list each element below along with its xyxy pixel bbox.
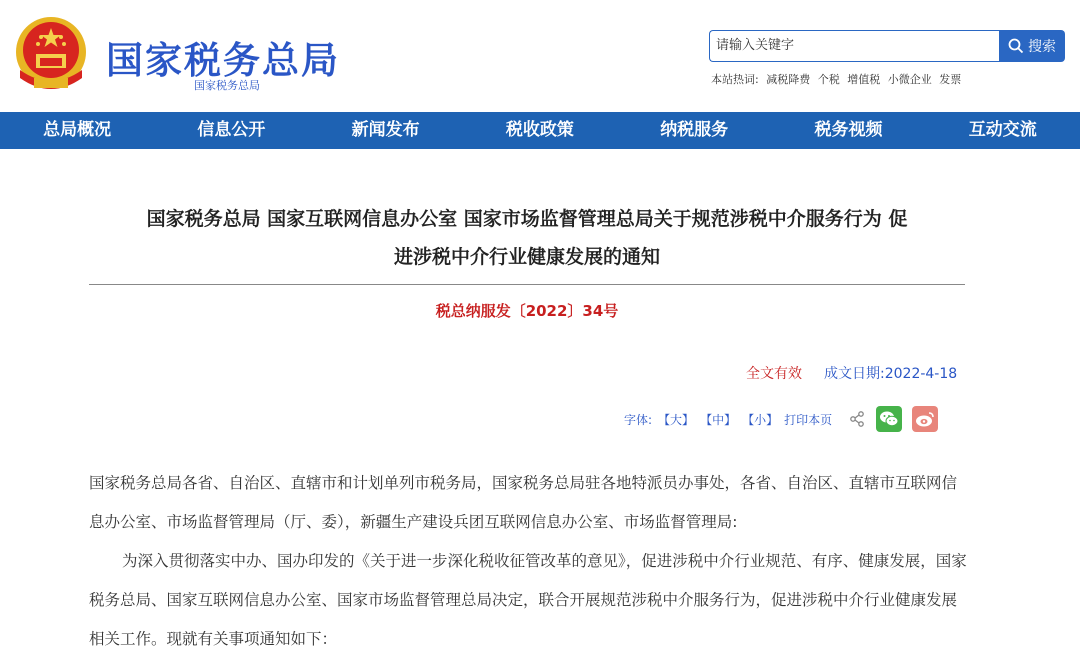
- validity-status: 全文有效: [746, 366, 802, 382]
- search-button-label: 搜索: [1028, 39, 1056, 55]
- print-button[interactable]: 打印本页: [784, 412, 833, 427]
- search-icon: [1008, 38, 1024, 54]
- hot-word-link[interactable]: 个税: [817, 73, 840, 86]
- hot-word-link[interactable]: 减税降费: [766, 73, 811, 86]
- article-body: [89, 464, 969, 655]
- publish-date: 成文日期:2022-4-18: [824, 366, 958, 382]
- font-medium-button[interactable]: 【中】: [700, 412, 737, 427]
- article-title-line1: 国家税务总局 国家互联网信息办公室 国家市场监督管理总局关于规范涉税中介服务行为 促: [146, 208, 908, 230]
- site-title[interactable]: 国家税务总局: [106, 39, 340, 82]
- article-title-line2: 进涉税中介行业健康发展的通知: [393, 246, 660, 268]
- article-paragraph: 为深入贯彻落实中办、国办印发的《关于进一步深化税收征管改革的意见》，促进涉税中介行业规范、有序、健康发展，国家税务总局、国家互联网信息办公室、国家市场监督管理总局决定，联合开展规范涉税中介服务行为，促进涉税中介行业健康发展相关工作。现就有关事项通知如下：: [89, 552, 967, 648]
- national-emblem-icon: [14, 14, 88, 96]
- search-input[interactable]: 请输入关键字: [709, 30, 1000, 62]
- nav-item-policy[interactable]: 税收政策: [505, 120, 574, 140]
- share-icon[interactable]: [848, 410, 866, 428]
- font-large-button[interactable]: 【大】: [658, 412, 695, 427]
- font-small-button[interactable]: 【小】: [742, 412, 779, 427]
- article-title: [89, 200, 965, 276]
- hot-word-link[interactable]: 发票: [939, 73, 962, 86]
- hot-word-link[interactable]: 增值税: [847, 73, 881, 86]
- weibo-share-icon[interactable]: [912, 406, 938, 432]
- site-subtitle: 国家税务总局: [194, 79, 260, 92]
- hot-words: [711, 71, 965, 87]
- article-tools: [624, 406, 938, 432]
- nav-item-interaction[interactable]: 互动交流: [968, 120, 1037, 140]
- font-size-label: 字体:: [624, 412, 653, 427]
- wechat-share-icon[interactable]: [876, 406, 902, 432]
- hot-words-label: 本站热词:: [711, 73, 759, 86]
- nav-item-video[interactable]: 税务视频: [814, 120, 883, 140]
- nav-item-news[interactable]: 新闻发布: [351, 120, 420, 140]
- nav-item-overview[interactable]: 总局概况: [43, 120, 112, 140]
- wechat-icon: [879, 410, 899, 428]
- weibo-icon: [915, 410, 935, 428]
- search-button[interactable]: [999, 30, 1065, 62]
- title-divider: [89, 284, 965, 285]
- nav-item-service[interactable]: 纳税服务: [660, 120, 729, 140]
- article-paragraph: 国家税务总局各省、自治区、直辖市和计划单列市税务局，国家税务总局驻各地特派员办事处，各省、自治区、直辖市互联网信息办公室、市场监督管理局（厅、委），新疆生产建设兵团互联网信息办公室、市场监督管理局:: [89, 474, 958, 531]
- main-nav: [0, 112, 1080, 149]
- site-header: [0, 0, 1080, 112]
- hot-word-link[interactable]: 小微企业: [887, 73, 932, 86]
- document-number: 税总纳服发〔2022〕34号: [435, 302, 619, 320]
- nav-item-disclosure[interactable]: 信息公开: [197, 120, 266, 140]
